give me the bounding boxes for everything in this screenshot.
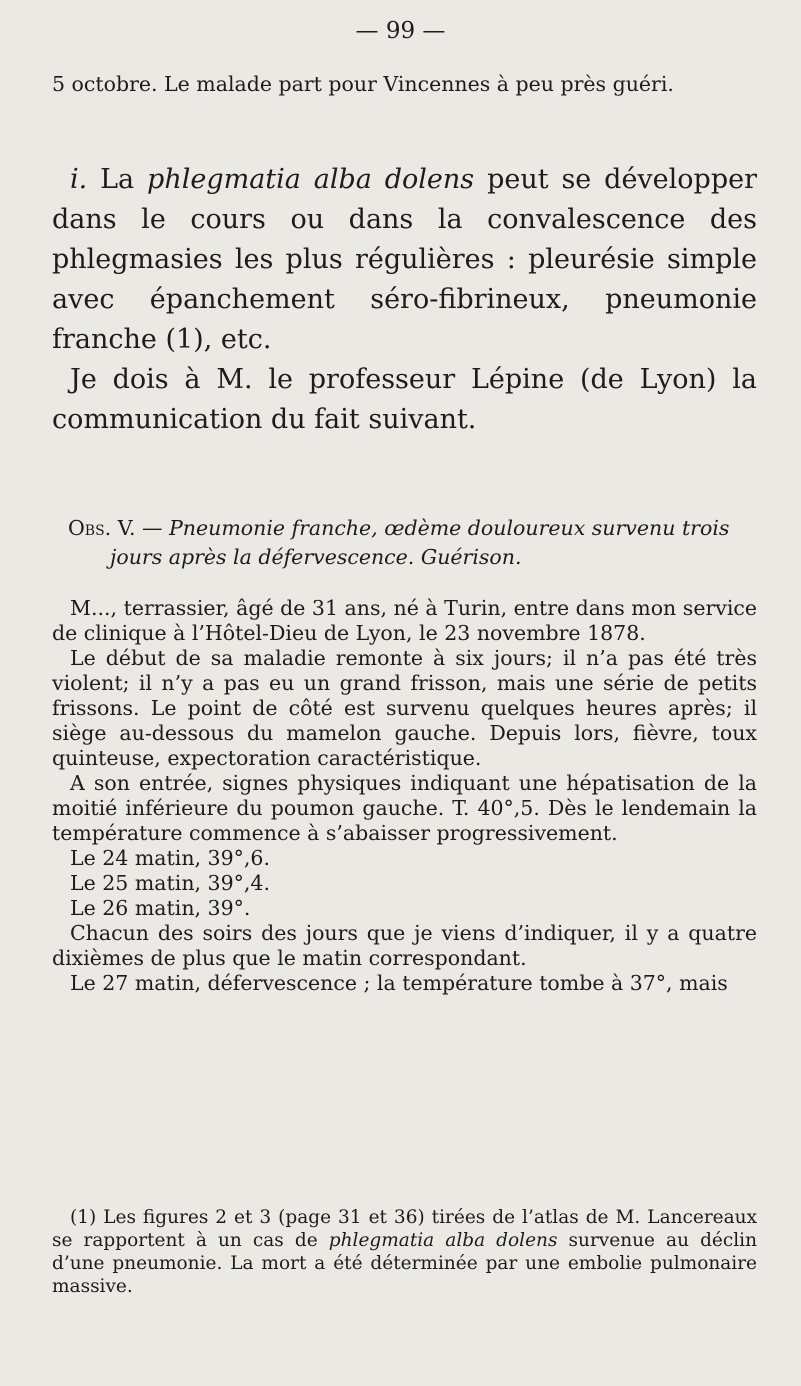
section-i-paragraph-2: Je dois à M. le professeur Lépine (de Lyon) la communication du fait suivant. (52, 364, 757, 435)
paragraph-admission: A son entrée, signes physiques indiquant une hépatisation de la moitié inférieure du poumon gauche. T. 40°,5. Dès le lendemain la température commence à s’abaisser progressivement. (52, 771, 757, 845)
page-number: — 99 — (355, 18, 446, 44)
footnote-text-b: survenue au déclin d’une pneumonie. La mort a été déterminée par une embolie pulmonaire massive. (52, 1230, 757, 1297)
section-number: i. (70, 164, 88, 195)
observation-heading (52, 514, 757, 572)
section-article: La (100, 164, 135, 195)
observation-title-2: jours après la défervescence. Guérison. (110, 545, 522, 569)
observation-label: Obs. V. (68, 516, 136, 540)
paragraph-defervescence: Le 27 matin, défervescence ; la température tombe à 37°, mais (70, 971, 728, 995)
observation-body (52, 596, 757, 996)
footnote-mark: (1) (70, 1207, 97, 1228)
temp-26: Le 26 matin, 39°. (70, 896, 251, 920)
paragraph-evenings: Chacun des soirs des jours que je viens d’indiquer, il y a quatre dixièmes de plus que le matin correspondant. (52, 921, 757, 970)
footnote-text-a: Les figures 2 et 3 (page 31 et 36) tirées de l’atlas de M. Lancereaux se rapportent à un cas de (52, 1207, 757, 1251)
section-i-paragraph (52, 160, 757, 360)
footnote-term: phlegmatia alba dolens (328, 1230, 558, 1251)
disease-term: phlegmatia alba dolens (147, 164, 475, 195)
paragraph-discharge: 5 octobre. Le malade part pour Vincennes à peu près guéri. (52, 72, 674, 96)
temp-24: Le 24 matin, 39°,6. (70, 846, 270, 870)
temp-25: Le 25 matin, 39°,4. (70, 871, 270, 895)
observation-dash: — (135, 516, 170, 540)
section-text: peut se développer dans le cours ou dans la convalescence des phlegmasies les plus régulières : pleurésie simple avec épanchement séro-fibrineux, pneumonie franche (1), etc. (52, 164, 757, 355)
section-i (52, 160, 757, 440)
paragraph-patient: M..., terrassier, âgé de 31 ans, né à Turin, entre dans mon service de clinique à l’Hôtel-Dieu de Lyon, le 23 novembre 1878. (52, 596, 757, 645)
observation-title-1: Pneumonie franche, œdème douloureux survenu trois (169, 516, 730, 540)
paragraph-onset: Le début de sa maladie remonte à six jours; il n’a pas été très violent; il n’y a pas eu un grand frisson, mais une série de petits frissons. Le point de côté est survenu quelques heures après; il siège au-dessous du mamelon gauche. Depuis lors, fièvre, toux quinteuse, expectoration caractéristique. (52, 646, 757, 770)
footnote (52, 1206, 757, 1298)
